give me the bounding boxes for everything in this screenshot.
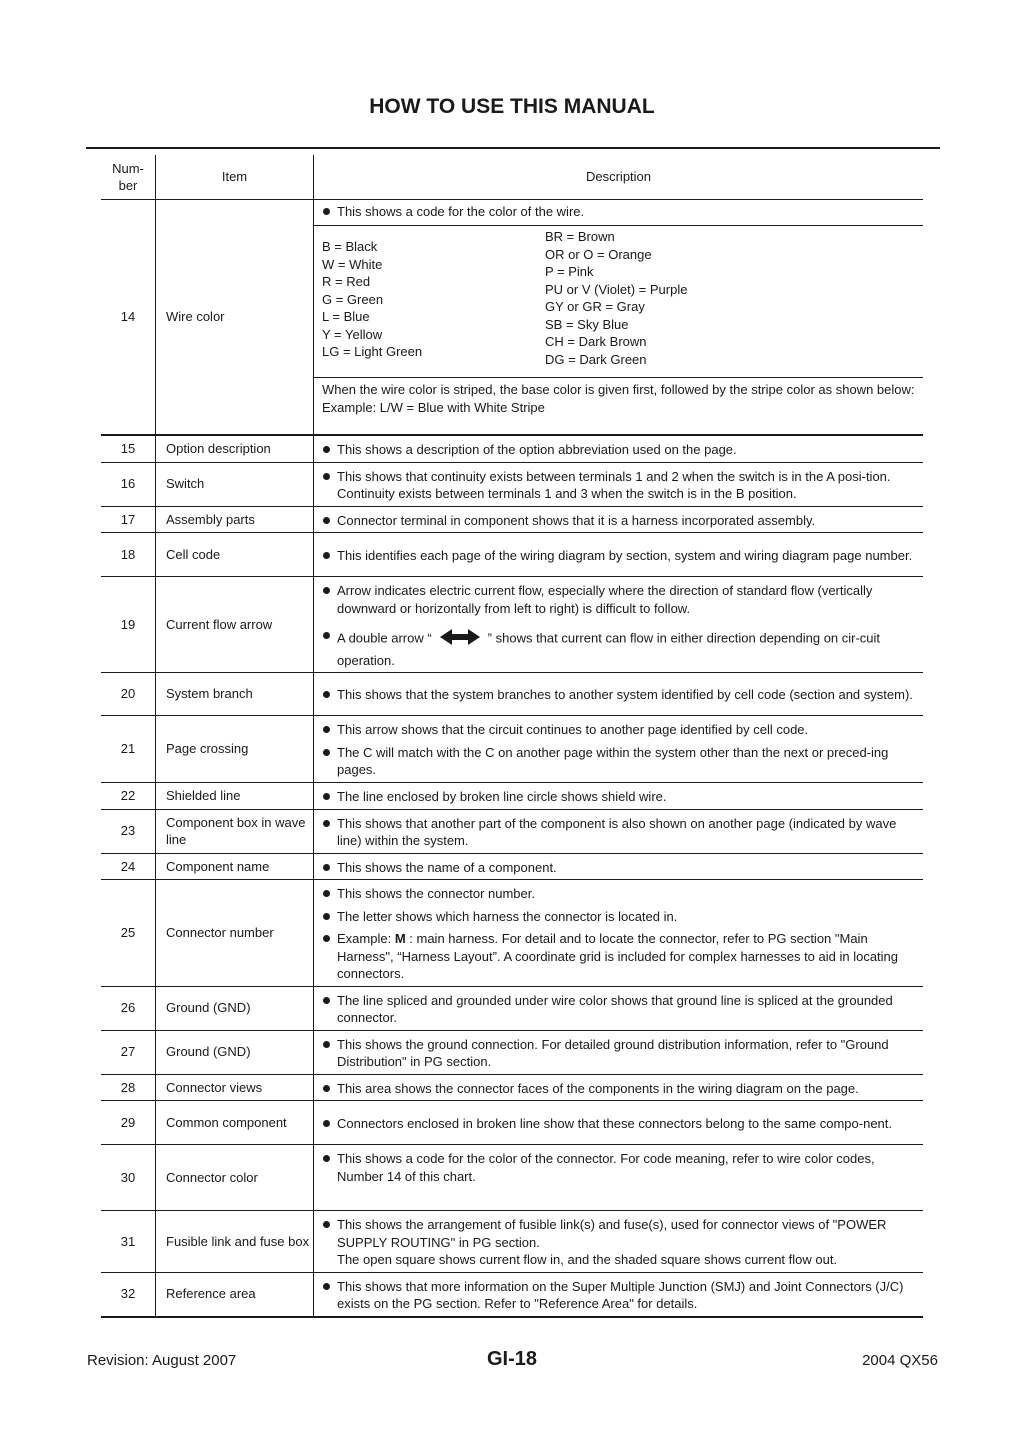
row-item: Fusible link and fuse box [156,1211,314,1273]
color-code: L = Blue [322,309,370,324]
bullet: This shows the arrangement of fusible link(s) and fuse(s), used for connector views of "POWER SUPPLY ROUTING" in PG section. [322,1216,917,1251]
row-item: Cell code [156,533,314,577]
row-description [314,506,924,533]
table-row [101,1030,923,1074]
table-row [101,199,923,435]
table-row [101,1211,923,1273]
table-row [101,462,923,506]
table-row [101,435,923,462]
color-code: Y = Yellow [322,326,383,342]
stripe-example: Example: L/W = Blue with White Stripe [322,399,545,415]
bullet [322,627,917,669]
table-row [101,1074,923,1101]
color-code: CH = Dark Brown [545,334,647,349]
color-code-list [314,225,923,368]
bullet: This shows the name of a component. [322,859,917,877]
table-row [101,533,923,577]
table-row [101,506,923,533]
row-item: Connector color [156,1145,314,1211]
header-item: Item [156,155,314,199]
table-row [101,577,923,673]
description-text: The open square shows current flow in, and the shaded square shows current flow out. [337,1252,838,1267]
row-number: 28 [101,1074,156,1101]
table-row [101,1101,923,1145]
legend-table [101,155,923,1318]
table-row [101,986,923,1030]
bullet [322,930,917,983]
row-number: 24 [101,853,156,880]
footer-revision: Revision: August 2007 [87,1352,237,1369]
row-description [314,577,924,673]
row-number: 16 [101,462,156,506]
color-code: P = Pink [545,264,594,279]
row-description [314,1272,924,1317]
row-description [314,716,924,783]
stripe-note-text: When the wire color is striped, the base color is given first, followed by the stripe color as shown below: [322,382,915,397]
table-row [101,1145,923,1211]
table-row [101,783,923,810]
row-item: Assembly parts [156,506,314,533]
row-item: System branch [156,673,314,716]
bullet: Connector terminal in component shows that it is a harness incorporated assembly. [322,512,917,530]
row-number: 17 [101,506,156,533]
bullet: This shows the ground connection. For detailed ground distribution information, refer to "Ground Distribution" in PG section. [322,1036,917,1071]
color-code: OR or O = Orange [545,246,652,262]
row-item: Common component [156,1101,314,1145]
bullet: This shows a description of the option abbreviation used on the page. [322,441,917,459]
row-description [314,1145,924,1211]
row-item: Page crossing [156,716,314,783]
header-number: Num- ber [101,155,156,199]
table-row [101,853,923,880]
bullet: This shows that the system branches to another system identified by cell code (section and system). [322,686,917,704]
row-number: 26 [101,986,156,1030]
color-code: PU or V (Violet) = Purple [545,281,688,297]
row-item: Wire color [156,199,314,435]
table-row [101,880,923,987]
footer-model: 2004 QX56 [862,1352,938,1369]
row-description [314,199,924,435]
harness-letter: M [394,931,406,946]
row-number: 18 [101,533,156,577]
page-title: HOW TO USE THIS MANUAL [369,95,655,118]
bullet: This shows a code for the color of the connector. For code meaning, refer to wire color codes, Number 14 of this chart. [322,1150,917,1185]
bullet: This identifies each page of the wiring diagram by section, system and wiring diagram page number. [322,547,917,565]
row-description [314,1074,924,1101]
color-code: DG = Dark Green [545,351,647,367]
row-description [314,435,924,462]
table-header-row [101,155,923,199]
bullet: This shows that another part of the component is also shown on another page (indicated by wave line) within the system. [322,815,917,850]
double-arrow-icon [438,627,482,652]
row-description [314,986,924,1030]
row-item: Option description [156,435,314,462]
bullet: This shows a code for the color of the wire. [322,203,917,221]
color-codes-left [322,228,545,368]
row-item: Reference area [156,1272,314,1317]
row-description [314,1211,924,1273]
bullet: This area shows the connector faces of the components in the wiring diagram on the page. [322,1080,917,1098]
row-item: Shielded line [156,783,314,810]
row-item: Connector views [156,1074,314,1101]
row-description [314,853,924,880]
color-code: BR = Brown [545,229,615,244]
table-row [101,809,923,853]
row-number: 31 [101,1211,156,1273]
color-code: G = Green [322,291,384,307]
row-description [314,809,924,853]
row-number: 25 [101,880,156,987]
row-item: Ground (GND) [156,1030,314,1074]
color-code: GY or GR = Gray [545,299,645,314]
color-code: SB = Sky Blue [545,316,629,332]
row-item: Component box in wave line [156,809,314,853]
row-description [314,1030,924,1074]
row-description [314,673,924,716]
row-number: 19 [101,577,156,673]
row-number: 15 [101,435,156,462]
row-number: 29 [101,1101,156,1145]
bullet: The line spliced and grounded under wire color shows that ground line is spliced at the grounded connector. [322,992,917,1027]
bullet: This arrow shows that the circuit continues to another page identified by cell code. [322,721,917,739]
bullet: The letter shows which harness the connector is located in. [322,908,917,926]
row-item: Ground (GND) [156,986,314,1030]
row-number: 21 [101,716,156,783]
arrow-text-after: ” shows that current can flow in either direction depending on cir-cuit operation. [337,630,881,668]
bullet: The line enclosed by broken line circle shows shield wire. [322,788,917,806]
row-item: Current flow arrow [156,577,314,673]
row-number: 27 [101,1030,156,1074]
color-codes-right [545,228,687,368]
bullet: This shows the connector number. [322,885,917,903]
row-description [314,1101,924,1145]
color-code: W = White [322,256,383,272]
table-row [101,1272,923,1317]
bullet: This shows that more information on the Super Multiple Junction (SMJ) and Joint Connectors (J/C) exists on the PG section. Refer to "Reference Area" for details. [322,1278,917,1313]
row-item: Switch [156,462,314,506]
header-rule [86,147,940,149]
color-code: B = Black [322,239,378,254]
row-number: 14 [101,199,156,435]
row-description [314,880,924,987]
row-number: 32 [101,1272,156,1317]
bullet: This shows that continuity exists between terminals 1 and 2 when the switch is in the A posi-tion. Continuity exists between terminals 1 and 3 when the switch is in the B position. [322,468,917,503]
row-number: 20 [101,673,156,716]
row-description [314,533,924,577]
bullet: Arrow indicates electric current flow, especially where the direction of standard flow (vertically downward or horizontally from left to right) is difficult to follow. [322,582,917,617]
row-item: Connector number [156,880,314,987]
bullet: Connectors enclosed in broken line show that these connectors belong to the same compo-nent. [322,1115,917,1133]
header-description: Description [314,155,924,199]
table-row [101,716,923,783]
row-number: 22 [101,783,156,810]
row-item: Component name [156,853,314,880]
footer-page-code: GI-18 [486,1348,538,1370]
color-code: R = Red [322,274,371,289]
row-number: 30 [101,1145,156,1211]
bullet: The C will match with the C on another page within the system other than the next or preced-ing pages. [322,744,917,779]
row-number: 23 [101,809,156,853]
table-row [101,673,923,716]
color-code: LG = Light Green [322,344,423,359]
arrow-text-before: A double arrow “ [337,630,432,646]
example-label: Example: [337,931,395,946]
example-text: : main harness. For detail and to locate the connector, refer to PG section "Main Harness", “Harness Layout”. A coordinate grid is included for complex harnesses to aid in locating connectors. [337,931,899,981]
row-description [314,783,924,810]
row-description [314,462,924,506]
stripe-note [314,377,923,416]
